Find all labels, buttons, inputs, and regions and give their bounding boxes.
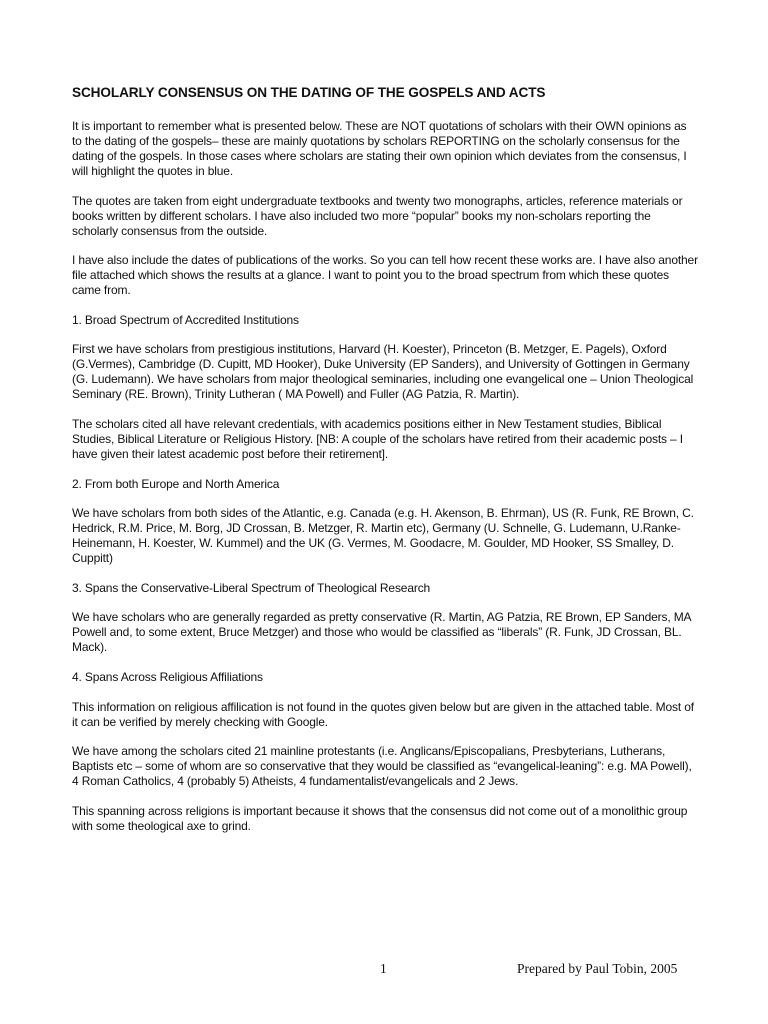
conclusion-paragraph: This spanning across religions is important because it shows that the consensus did not come out of a monolithic group with some theological axe to grind. xyxy=(72,803,688,833)
section-heading-europe-america: 2. From both Europe and North America xyxy=(72,476,280,491)
affiliation-note-paragraph: This information on religious affilication is not found in the quotes given below but are given in the attached table. Most of it can be verified by merely checking with Google. xyxy=(72,699,694,729)
section-heading-religious: 4. Spans Across Religious Affiliations xyxy=(72,669,263,684)
document-body xyxy=(72,84,698,848)
prepared-by-credit: Prepared by Paul Tobin, 2005 xyxy=(517,961,678,976)
document-title: SCHOLARLY CONSENSUS ON THE DATING OF THE GOSPELS AND ACTS xyxy=(72,85,546,100)
intro-paragraph: It is important to remember what is presented below. These are NOT quotations of scholars with their OWN opinions as to the dating of the gospels– these are mainly quotations by scholars REPORTING on the scholarly consensus for the dating of the gospels. In those cases where scholars are stating their own opinion which deviates from the consensus, I will highlight the quotes in blue. xyxy=(72,119,687,178)
regions-paragraph: We have scholars from both sides of the Atlantic, e.g. Canada (e.g. H. Akenson, B. Ehrman), US (R. Funk, RE Brown, C. Hedrick, R.M. Price, M. Borg, JD Crossan, B. Metzger, R. Martin etc), Germany (U. Schnelle, G. Ludemann, U.Ranke-Heinemann, H. Koester, W. Kummel) and the UK (G. Vermes, M. Goodacre, M. Goulder, MD Hooker, SS Smalley, D. Cuppitt) xyxy=(72,506,694,566)
section-heading-spectrum: 3. Spans the Conservative-Liberal Spectrum of Theological Research xyxy=(72,580,431,595)
section-heading-institutions: 1. Broad Spectrum of Accredited Institutions xyxy=(72,312,299,327)
sources-paragraph: The quotes are taken from eight undergraduate textbooks and twenty two monographs, articles, reference materials or books written by different scholars. I have also included two more “popular” books my non-scholars reporting the scholarly consensus from the outside. xyxy=(72,193,683,238)
dates-paragraph: I have also include the dates of publications of the works. So you can tell how recent these works are. I have also another file attached which shows the results at a glance. I want to point you to the broad spectrum from which these quotes came from. xyxy=(72,253,698,298)
spectrum-paragraph: We have scholars who are generally regarded as pretty conservative (R. Martin, AG Patzia, RE Brown, EP Sanders, MA Powell and, to some extent, Bruce Metzger) and those who would be classified as “liberals” (R. Funk, JD Crossan, BL. Mack). xyxy=(72,610,691,655)
institutions-paragraph: First we have scholars from prestigious institutions, Harvard (H. Koester), Princeton (B. Metzger, E. Pagels), Oxford (G.Vermes), Cambridge (D. Cupitt, MD Hooker), Duke University (EP Sanders), and University of Gottingen in Germany (G. Ludemann). We have scholars from major theological seminaries, including one evangelical one – Union Theological Seminary (RE. Brown), Trinity Lutheran ( MA Powell) and Fuller (AG Patzia, R. Martin). xyxy=(72,342,694,402)
credentials-paragraph: The scholars cited all have relevant credentials, with academics positions either in New Testament studies, Biblical Studies, Biblical Literature or Religious History. [NB: A couple of the scholars have retired from their academic posts – I have given their latest academic post before their retirement]. xyxy=(72,416,683,461)
page-number: 1 xyxy=(380,961,387,976)
affiliation-counts-paragraph: We have among the scholars cited 21 mainline protestants (i.e. Anglicans/Episcopalians, Presbyterians, Lutherans, Baptists etc – some of whom are so conservative that they would be classified as “evangelical-leaning”: e.g. MA Powell), 4 Roman Catholics, 4 (probably 5) Atheists, 4 fundamentalist/evangelicals and 2 Jews. xyxy=(72,744,692,789)
